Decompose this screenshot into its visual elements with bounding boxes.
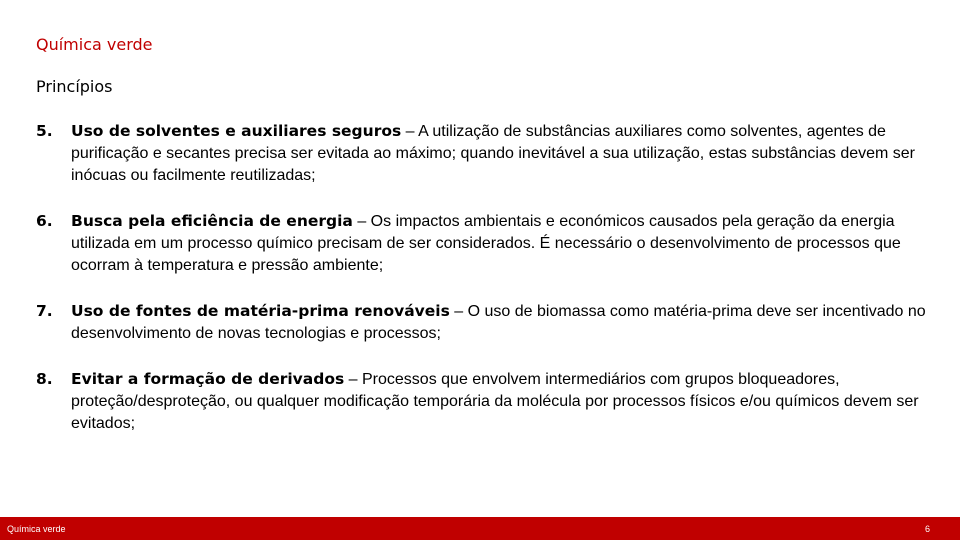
principle-number: 8.	[36, 370, 53, 388]
principle-heading: Uso de fontes de matéria-prima renováveis	[71, 302, 450, 320]
principle-heading: Busca pela eficiência de energia	[71, 212, 353, 230]
principle-text: – Processos que envolvem intermediários com grupos bloqueadores, proteção/desproteção, ou qualquer modificação temporária da molécula por processos físicos e/ou químicos devem ser evitados;	[71, 371, 919, 432]
principle-body	[71, 300, 936, 345]
principles-list	[36, 120, 936, 458]
principle-number: 5.	[36, 122, 53, 140]
footer-bar	[0, 517, 960, 540]
list-item	[36, 368, 936, 435]
principle-number: 7.	[36, 302, 53, 320]
list-item	[36, 210, 936, 277]
principle-number: 6.	[36, 212, 53, 230]
slide-subtitle: Princípios	[36, 77, 113, 96]
principle-body	[71, 368, 936, 435]
footer-text: Química verde	[7, 524, 66, 534]
principle-heading: Uso de solventes e auxiliares seguros	[71, 122, 402, 140]
list-item	[36, 120, 936, 187]
principle-text: – O uso de biomassa como matéria-prima deve ser incentivado no desenvolvimento de novas tecnologias e processos;	[71, 303, 926, 342]
principle-text: – A utilização de substâncias auxiliares como solventes, agentes de purificação e secantes precisa ser evitada ao máximo; quando inevitável a sua utilização, estas substâncias devem ser inócuas ou facilmente reutilizadas;	[71, 123, 916, 184]
list-item	[36, 300, 936, 345]
principle-heading: Evitar a formação de derivados	[71, 370, 345, 388]
principle-body	[71, 210, 936, 277]
principle-text: – Os impactos ambientais e económicos causados pela geração da energia utilizada em um processo químico precisam de ser considerados. É necessário o desenvolvimento de processos que ocorram à temperatura e pressão ambiente;	[71, 213, 901, 274]
principle-body	[71, 120, 936, 187]
slide-title: Química verde	[36, 35, 153, 54]
page-number: 6	[924, 524, 930, 534]
